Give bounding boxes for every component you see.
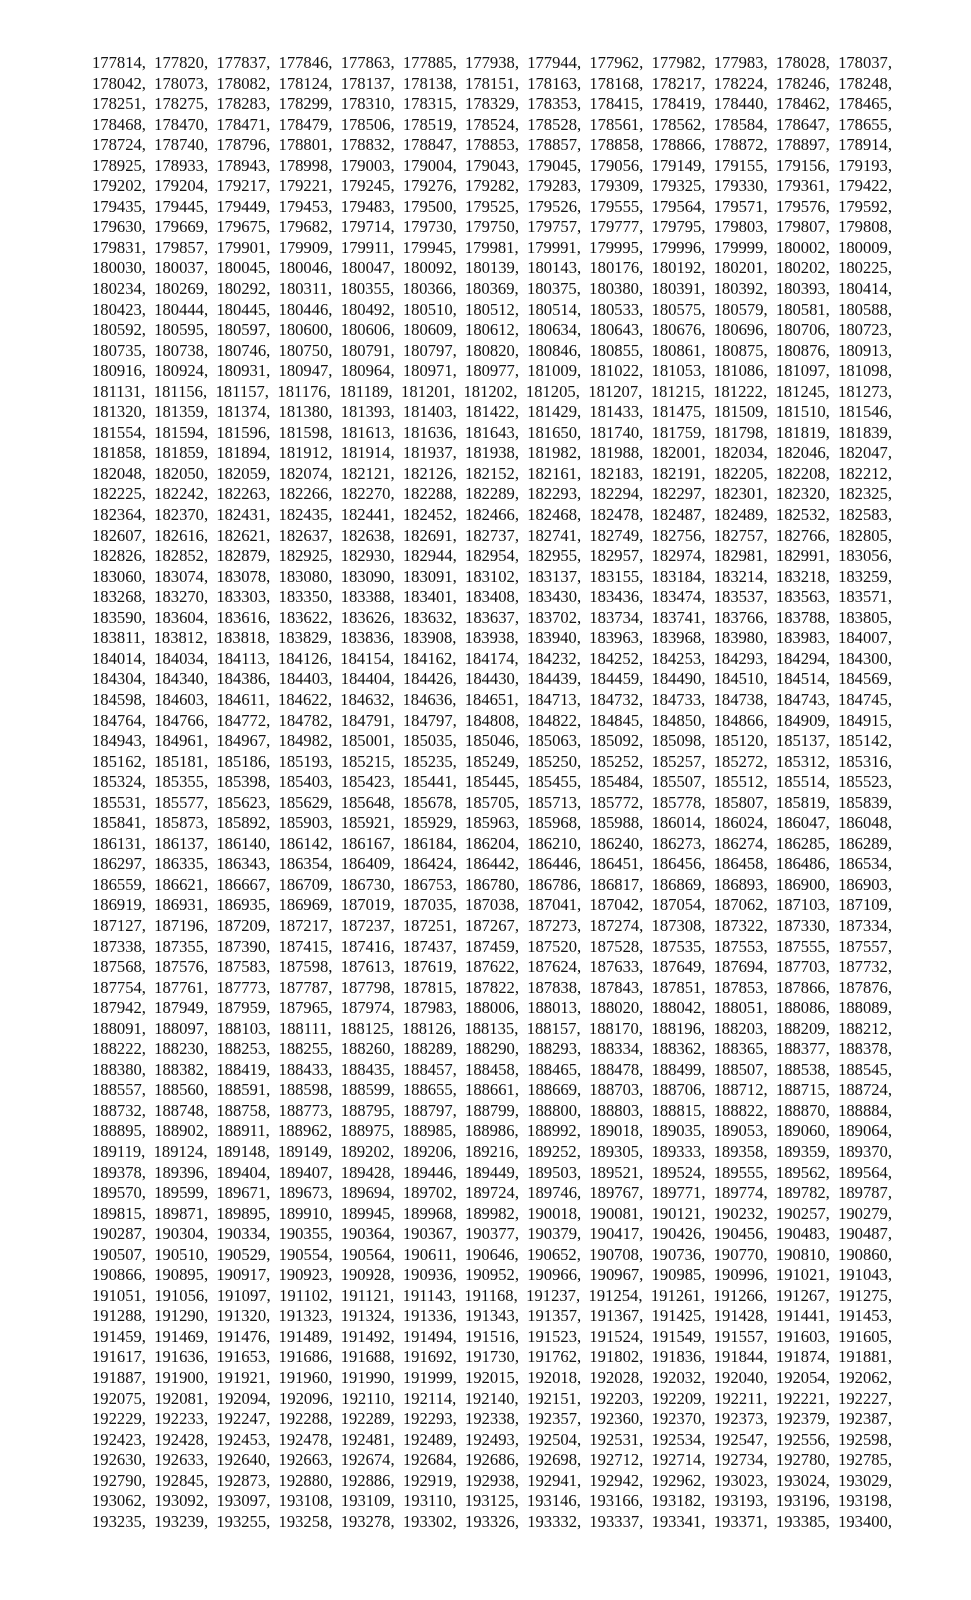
text-line: 189378, 189396, 189404, 189407, 189428, 189446, 189449, 189503, 189521, 189524, 189555, 189562, 189564, xyxy=(92,1162,892,1182)
text-line: 181554, 181594, 181596, 181598, 181613, 181636, 181643, 181650, 181740, 181759, 181798, 181819, 181839, xyxy=(92,422,892,442)
text-line: 192630, 192633, 192640, 192663, 192674, 192684, 192686, 192698, 192712, 192714, 192734, 192780, 192785, xyxy=(92,1450,892,1470)
text-line: 192790, 192845, 192873, 192880, 192886, 192919, 192938, 192941, 192942, 192962, 193023, 193024, 193029, xyxy=(92,1470,892,1490)
text-line: 188895, 188902, 188911, 188962, 188975, 188985, 188986, 188992, 189018, 189035, 189053, 189060, 189064, xyxy=(92,1121,892,1141)
text-line: 182826, 182852, 182879, 182925, 182930, 182944, 182954, 182955, 182957, 182974, 182981, 182991, 183056, xyxy=(92,546,892,566)
text-line: 182364, 182370, 182431, 182435, 182441, 182452, 182466, 182468, 182478, 182487, 182489, 182532, 182583, xyxy=(92,505,892,525)
text-line: 179435, 179445, 179449, 179453, 179483, 179500, 179525, 179526, 179555, 179564, 179571, 179576, 179592, xyxy=(92,196,892,216)
text-line: 183811, 183812, 183818, 183829, 183836, 183908, 183938, 183940, 183963, 183968, 183980, 183983, 184007, xyxy=(92,628,892,648)
text-line: 178042, 178073, 178082, 178124, 178137, 178138, 178151, 178163, 178168, 178217, 178224, 178246, 178248, xyxy=(92,73,892,93)
text-line: 190507, 190510, 190529, 190554, 190564, 190611, 190646, 190652, 190708, 190736, 190770, 190810, 190860, xyxy=(92,1244,892,1264)
text-line: 186131, 186137, 186140, 186142, 186167, 186184, 186204, 186210, 186240, 186273, 186274, 186285, 186289, xyxy=(92,833,892,853)
text-line: 179831, 179857, 179901, 179909, 179911, 179945, 179981, 179991, 179995, 179996, 179999, 180002, 180009, xyxy=(92,237,892,257)
text-line: 191887, 191900, 191921, 191960, 191990, 191999, 192015, 192018, 192028, 192032, 192040, 192054, 192062, xyxy=(92,1368,892,1387)
text-line: 179202, 179204, 179217, 179221, 179245, 179276, 179282, 179283, 179309, 179325, 179330, 179361, 179422, xyxy=(92,176,892,196)
text-line: 187568, 187576, 187583, 187598, 187613, 187619, 187622, 187624, 187633, 187649, 187694, 187703, 187732, xyxy=(92,957,892,977)
text-line: 180234, 180269, 180292, 180311, 180355, 180366, 180369, 180375, 180380, 180391, 180392, 180393, 180414, xyxy=(92,279,892,299)
text-line: 193235, 193239, 193255, 193258, 193278, 193302, 193326, 193332, 193337, 193341, 193371, 193385, 193400, xyxy=(92,1511,892,1531)
text-line: 185841, 185873, 185892, 185903, 185921, 185929, 185963, 185968, 185988, 186014, 186024, 186047, 186048, xyxy=(92,813,892,833)
text-line: 190866, 190895, 190917, 190923, 190928, 190936, 190952, 190966, 190967, 190985, 190996, 191021, 191043, xyxy=(92,1265,892,1285)
text-line: 193062, 193092, 193097, 193108, 193109, 193110, 193125, 193146, 193166, 193182, 193193, 193196, 193198, xyxy=(92,1491,892,1511)
text-line: 187338, 187355, 187390, 187415, 187416, 187437, 187459, 187520, 187528, 187535, 187553, 187555, 187557, xyxy=(92,936,892,956)
text-line: 191459, 191469, 191476, 191489, 191492, 191494, 191516, 191523, 191524, 191549, 191557, 191603, 191605, xyxy=(92,1326,892,1346)
text-line: 180423, 180444, 180445, 180446, 180492, 180510, 180512, 180514, 180533, 180575, 180579, 180581, 180588, xyxy=(92,299,892,319)
text-line: 180592, 180595, 180597, 180600, 180606, 180609, 180612, 180634, 180643, 180676, 180696, 180706, 180723, xyxy=(92,320,892,340)
number-list-page xyxy=(92,53,892,1532)
text-line: 187942, 187949, 187959, 187965, 187974, 187983, 188006, 188013, 188020, 188042, 188051, 188086, 188089, xyxy=(92,998,892,1018)
text-line: 184304, 184340, 184386, 184403, 184404, 184426, 184430, 184439, 184459, 184490, 184510, 184514, 184569, xyxy=(92,669,892,689)
text-line: 187127, 187196, 187209, 187217, 187237, 187251, 187267, 187273, 187274, 187308, 187322, 187330, 187334, xyxy=(92,915,892,935)
text-line: 183268, 183270, 183303, 183350, 183388, 183401, 183408, 183430, 183436, 183474, 183537, 183563, 183571, xyxy=(92,587,892,607)
text-line: 180916, 180924, 180931, 180947, 180964, 180971, 180977, 181009, 181022, 181053, 181086, 181097, 181098, xyxy=(92,361,892,381)
text-line: 177814, 177820, 177837, 177846, 177863, 177885, 177938, 177944, 177962, 177982, 177983, 178028, 178037, xyxy=(92,53,892,72)
text-line: 186297, 186335, 186343, 186354, 186409, 186424, 186442, 186446, 186451, 186456, 186458, 186486, 186534, xyxy=(92,854,892,874)
text-line: 183590, 183604, 183616, 183622, 183626, 183632, 183637, 183702, 183734, 183741, 183766, 183788, 183805, xyxy=(92,607,892,627)
text-line: 186919, 186931, 186935, 186969, 187019, 187035, 187038, 187041, 187042, 187054, 187062, 187103, 187109, xyxy=(92,895,892,915)
text-line: 178925, 178933, 178943, 178998, 179003, 179004, 179043, 179045, 179056, 179149, 179155, 179156, 179193, xyxy=(92,155,892,175)
text-line: 184598, 184603, 184611, 184622, 184632, 184636, 184651, 184713, 184732, 184733, 184738, 184743, 184745, xyxy=(92,689,892,709)
text-line: 183060, 183074, 183078, 183080, 183090, 183091, 183102, 183137, 183155, 183184, 183214, 183218, 183259, xyxy=(92,566,892,586)
text-line: 187754, 187761, 187773, 187787, 187798, 187815, 187822, 187838, 187843, 187851, 187853, 187866, 187876, xyxy=(92,977,892,997)
text-line: 180030, 180037, 180045, 180046, 180047, 180092, 180139, 180143, 180176, 180192, 180201, 180202, 180225, xyxy=(92,258,892,278)
text-line: 191617, 191636, 191653, 191686, 191688, 191692, 191730, 191762, 191802, 191836, 191844, 191874, 191881, xyxy=(92,1347,892,1367)
text-line: 192075, 192081, 192094, 192096, 192110, 192114, 192140, 192151, 192203, 192209, 192211, 192221, 192227, xyxy=(92,1388,892,1408)
text-line: 186559, 186621, 186667, 186709, 186730, 186753, 186780, 186786, 186817, 186869, 186893, 186900, 186903, xyxy=(92,874,892,894)
text-line: 181131, 181156, 181157, 181176, 181189, 181201, 181202, 181205, 181207, 181215, 181222, 181245, 181273, xyxy=(92,381,892,401)
text-line: 189119, 189124, 189148, 189149, 189202, 189206, 189216, 189252, 189305, 189333, 189358, 189359, 189370, xyxy=(92,1141,892,1161)
text-line: 192229, 192233, 192247, 192288, 192289, 192293, 192338, 192357, 192360, 192370, 192373, 192379, 192387, xyxy=(92,1409,892,1429)
text-line: 179630, 179669, 179675, 179682, 179714, 179730, 179750, 179757, 179777, 179795, 179803, 179807, 179808, xyxy=(92,217,892,237)
text-line: 182607, 182616, 182621, 182637, 182638, 182691, 182737, 182741, 182749, 182756, 182757, 182766, 182805, xyxy=(92,525,892,545)
text-line: 180735, 180738, 180746, 180750, 180791, 180797, 180820, 180846, 180855, 180861, 180875, 180876, 180913, xyxy=(92,340,892,360)
text-line: 192423, 192428, 192453, 192478, 192481, 192489, 192493, 192504, 192531, 192534, 192547, 192556, 192598, xyxy=(92,1429,892,1449)
text-line: 185324, 185355, 185398, 185403, 185423, 185441, 185445, 185455, 185484, 185507, 185512, 185514, 185523, xyxy=(92,772,892,792)
text-line: 184764, 184766, 184772, 184782, 184791, 184797, 184808, 184822, 184845, 184850, 184866, 184909, 184915, xyxy=(92,710,892,730)
text-line: 182048, 182050, 182059, 182074, 182121, 182126, 182152, 182161, 182183, 182191, 182205, 182208, 182212, xyxy=(92,463,892,483)
text-line: 188557, 188560, 188591, 188598, 188599, 188655, 188661, 188669, 188703, 188706, 188712, 188715, 188724, xyxy=(92,1080,892,1100)
text-line: 181858, 181859, 181894, 181912, 181914, 181937, 181938, 181982, 181988, 182001, 182034, 182046, 182047, xyxy=(92,443,892,463)
text-line: 182225, 182242, 182263, 182266, 182270, 182288, 182289, 182293, 182294, 182297, 182301, 182320, 182325, xyxy=(92,484,892,504)
text-line: 188222, 188230, 188253, 188255, 188260, 188289, 188290, 188293, 188334, 188362, 188365, 188377, 188378, xyxy=(92,1039,892,1059)
text-line: 181320, 181359, 181374, 181380, 181393, 181403, 181422, 181429, 181433, 181475, 181509, 181510, 181546, xyxy=(92,402,892,422)
text-line: 188380, 188382, 188419, 188433, 188435, 188457, 188458, 188465, 188478, 188499, 188507, 188538, 188545, xyxy=(92,1059,892,1079)
text-line: 184943, 184961, 184967, 184982, 185001, 185035, 185046, 185063, 185092, 185098, 185120, 185137, 185142, xyxy=(92,731,892,751)
text-line: 178251, 178275, 178283, 178299, 178310, 178315, 178329, 178353, 178415, 178419, 178440, 178462, 178465, xyxy=(92,94,892,114)
text-line: 188091, 188097, 188103, 188111, 188125, 188126, 188135, 188157, 188170, 188196, 188203, 188209, 188212, xyxy=(92,1018,892,1038)
text-line: 188732, 188748, 188758, 188773, 188795, 188797, 188799, 188800, 188803, 188815, 188822, 188870, 188884, xyxy=(92,1100,892,1120)
text-line: 191288, 191290, 191320, 191323, 191324, 191336, 191343, 191357, 191367, 191425, 191428, 191441, 191453, xyxy=(92,1306,892,1326)
text-line: 178468, 178470, 178471, 178479, 178506, 178519, 178524, 178528, 178561, 178562, 178584, 178647, 178655, xyxy=(92,114,892,134)
text-line: 185162, 185181, 185186, 185193, 185215, 185235, 185249, 185250, 185252, 185257, 185272, 185312, 185316, xyxy=(92,751,892,771)
text-line: 189570, 189599, 189671, 189673, 189694, 189702, 189724, 189746, 189767, 189771, 189774, 189782, 189787, xyxy=(92,1183,892,1203)
text-line: 191051, 191056, 191097, 191102, 191121, 191143, 191168, 191237, 191254, 191261, 191266, 191267, 191275, xyxy=(92,1285,892,1305)
text-line: 190287, 190304, 190334, 190355, 190364, 190367, 190377, 190379, 190417, 190426, 190456, 190483, 190487, xyxy=(92,1224,892,1244)
text-line: 184014, 184034, 184113, 184126, 184154, 184162, 184174, 184232, 184252, 184253, 184293, 184294, 184300, xyxy=(92,648,892,668)
text-line: 178724, 178740, 178796, 178801, 178832, 178847, 178853, 178857, 178858, 178866, 178872, 178897, 178914, xyxy=(92,135,892,155)
text-line: 185531, 185577, 185623, 185629, 185648, 185678, 185705, 185713, 185772, 185778, 185807, 185819, 185839, xyxy=(92,792,892,812)
text-line: 189815, 189871, 189895, 189910, 189945, 189968, 189982, 190018, 190081, 190121, 190232, 190257, 190279, xyxy=(92,1203,892,1223)
